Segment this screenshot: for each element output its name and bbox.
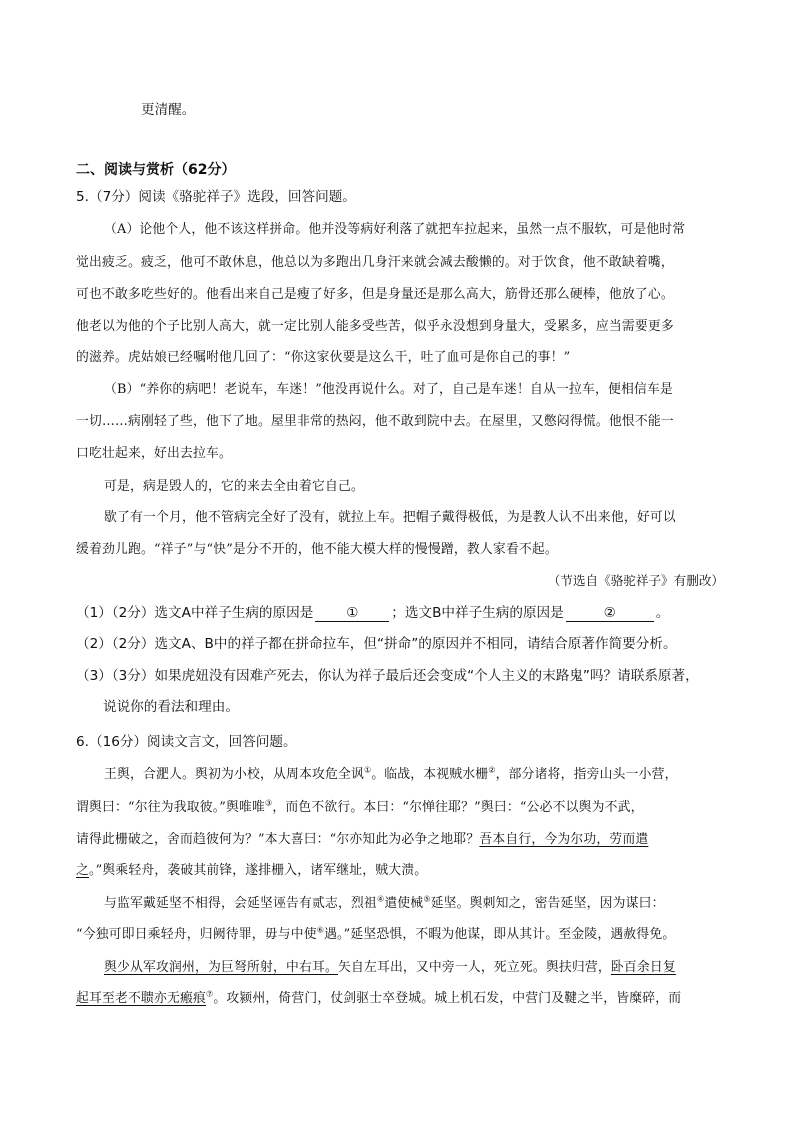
continuation-text: 更清醒。 <box>141 102 196 118</box>
classical-line <box>76 830 648 850</box>
classical-text: “今独可即日乘轻舟，归阙待罪，毋与中使 <box>76 927 317 942</box>
passage-line: 的滋养。虎姑娘已经嘱咐他几回了：“你这家伙要是这么干，吐了血可是你自己的事！” <box>76 350 571 365</box>
footnote-mark: ② <box>488 765 496 775</box>
classical-line <box>104 958 676 978</box>
passage-line: 可也不敢多吃些好的。他看出来自己是瘦了好多，但是身量还是那么高大，筋骨还那么硬棒，他放了心。 <box>76 287 674 302</box>
question-5-3-cont: 说说你的看法和理由。 <box>103 699 239 715</box>
classical-text: 延坚。舆刺知之，密告延坚，因为谋曰： <box>430 896 665 911</box>
question-5-3: （3）（3分）如果虎妞没有因难产死去，你认为祥子最后还会变成“个人主义的末路鬼”吗？请联系原著， <box>76 668 699 684</box>
passage-line: （B）“养你的病吧！老说车，车迷！”他没再说什么。对了，自己是车迷！自从一拉车，便相信车是 <box>104 382 673 397</box>
passage-line: （A）论他个人，他不该这样拼命。他并没等病好利落了就把车拉起来，虽然一点不服软，可是他时常 <box>104 222 686 237</box>
sub1-text: ；选文B中祥子生病的原因是 <box>391 605 564 621</box>
passage-line: 口吃壮起来，好出去拉车。 <box>76 446 232 461</box>
sub1-text: （1）（2分）选文A中祥子生病的原因是 <box>76 605 314 621</box>
underlined-sentence: 吾本自行，今为尔功，劳而遣 <box>479 832 649 847</box>
classical-line <box>76 798 644 818</box>
passage-line: 一切……病刚轻了些，他下了地。屋里非常的热闷，他不敢到院中去。在屋里，又憋闷得慌。他恨不能一 <box>76 414 674 429</box>
passage-line: 觉出疲乏。疲乏，他可不敢休息，他总以为多跑出几身汗来就会减去酸懒的。对于饮食，他不敢缺着嘴， <box>76 255 674 270</box>
source-note: （节选自《骆驼祥子》有删改） <box>547 573 724 588</box>
classical-line <box>76 861 427 881</box>
classical-text: 遣使械 <box>384 896 424 911</box>
passage-line: 缓着劲儿跑。“祥子”与“快”是分不开的，他不能大模大样的慢慢蹭，教人家看不起。 <box>76 542 558 557</box>
classical-text: 王舆，合淝人。舆初为小校，从周本攻危全讽 <box>104 767 364 782</box>
classical-text: 矢自左耳出，又中旁一人，死立死。舆扶归营， <box>337 960 611 975</box>
answer-blank-1[interactable]: ① <box>315 605 389 622</box>
sub1-text: 。 <box>655 605 670 621</box>
classical-text: 。临战，本视贼水栅 <box>371 767 489 782</box>
classical-text: 与监军戴延坚不相得，会延坚诬告有贰志，烈祖 <box>104 896 377 911</box>
classical-line <box>104 894 665 914</box>
answer-blank-2[interactable]: ② <box>566 605 654 622</box>
underlined-sentence: 舆少从军攻润州，为巨弩所射，中右耳。 <box>104 960 338 975</box>
classical-text: 谓舆曰：“尔往为我取彼。”舆唯唯 <box>76 800 266 815</box>
classical-text: 。攻颍州，倚营门，仗剑驱士卒登城。城上机石发，中营门及鞬之半，皆糜碎，而 <box>213 991 682 1006</box>
classical-text: 。”舆乘轻舟，袭破其前锋，遂排栅入，诸军继址，贼大溃。 <box>89 863 428 878</box>
passage-line: 歇了有一个月，他不管病完全好了没有，就拉上车。把帽子戴得极低，为是教人认不出来他，好可以 <box>104 510 676 525</box>
classical-line <box>104 765 678 785</box>
section-heading: 二、阅读与赏析（62分） <box>76 162 236 178</box>
footnote-mark: ⑥ <box>316 925 325 935</box>
passage-line: 他老以为他的个子比别人高大，就一定比别人能多受些苦，似乎永没想到身量大，受累多，应当需要更多 <box>76 319 674 334</box>
footnote-mark: ⑦ <box>205 989 214 999</box>
classical-line <box>76 925 675 945</box>
question-6-stem: 6.（16分）阅读文言文，回答问题。 <box>76 734 297 750</box>
footnote-mark: ⑤ <box>423 894 431 904</box>
passage-line: 可是，病是毁人的，它的来去全由着它自己。 <box>104 479 364 494</box>
classical-text: ，而色不欲行。本曰：“尔惮往耶？”舆曰：“公必不以舆为不武， <box>272 800 644 815</box>
question-5-2: （2）（2分）选文A、B中的祥子都在拼命拉车，但“拼命”的原因并不相同，请结合原著作简要分析。 <box>76 636 677 652</box>
question-5-1 <box>76 603 669 623</box>
footnote-mark: ④ <box>376 894 385 904</box>
classical-text: 请得此栅破之，舍而趋彼何为？”本大喜曰：“尔亦知此为必争之地耶？ <box>76 832 480 847</box>
underlined-sentence: 起耳至老不聩亦无瘢痕 <box>76 991 206 1006</box>
classical-line <box>76 989 681 1009</box>
underlined-sentence: 卧百余日复 <box>610 960 676 975</box>
footnote-mark: ① <box>363 765 372 775</box>
classical-text: ，部分诸将，指旁山头一小营， <box>495 767 678 782</box>
underlined-sentence: 之 <box>76 863 89 878</box>
question-5-stem: 5.（7分）阅读《骆驼祥子》选段，回答问题。 <box>76 189 356 205</box>
classical-text: 遇。”延坚恐惧，不暇为他谋，即从其计。至金陵，遇赦得免。 <box>324 927 676 942</box>
footnote-mark: ③ <box>265 798 273 808</box>
